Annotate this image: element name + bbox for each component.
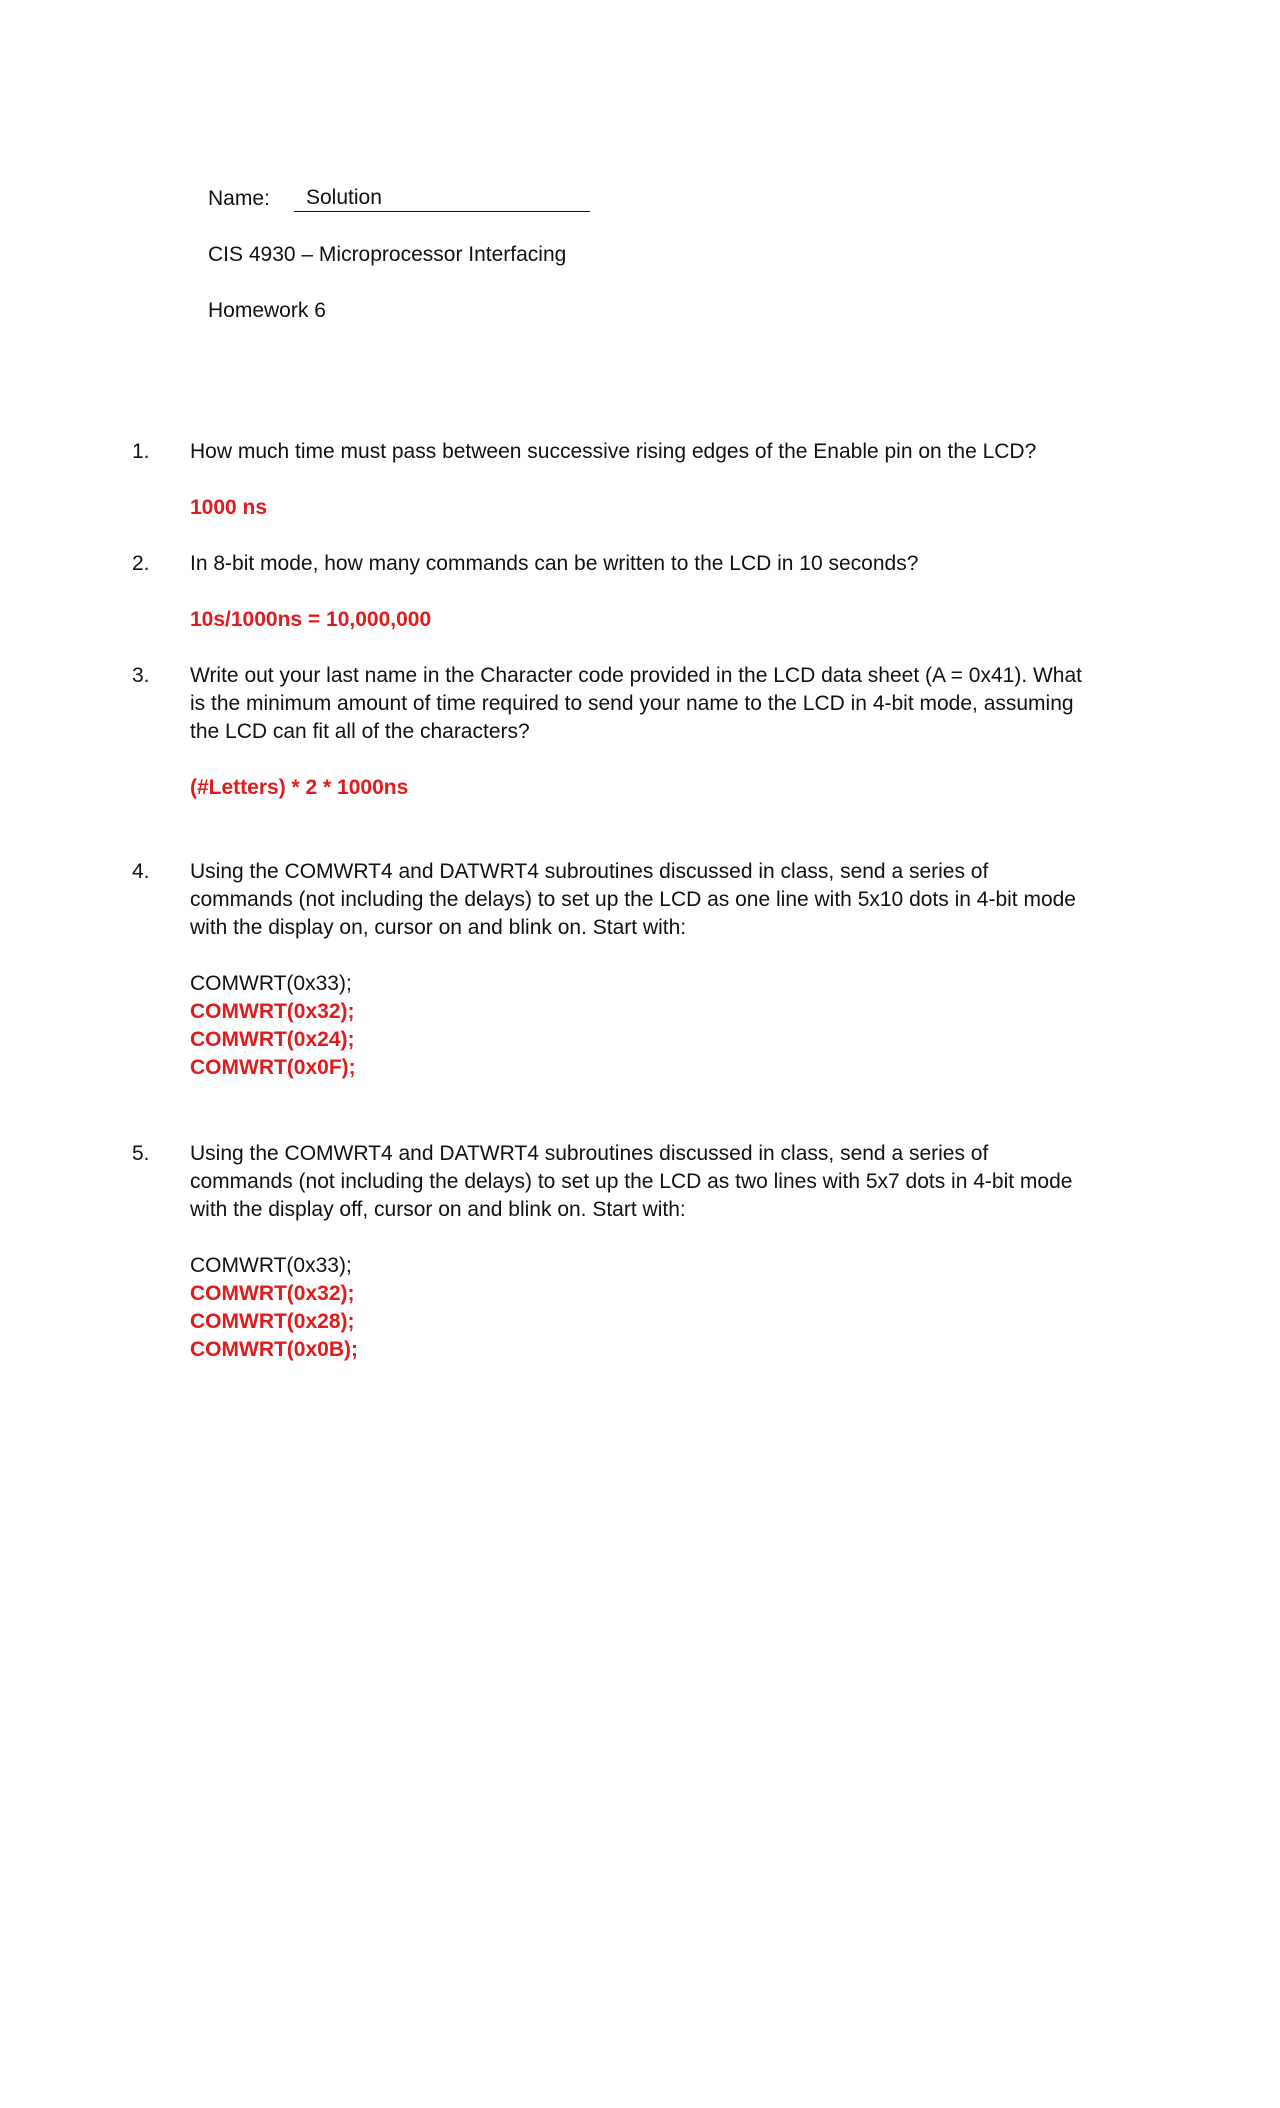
name-value: Solution <box>294 185 590 212</box>
answer-command: COMWRT(0x28); <box>190 1310 355 1333</box>
course-title: CIS 4930 – Microprocessor Interfacing <box>208 243 567 266</box>
question-text: Write out your last name in the Character code provided in the LCD data sheet (A = 0x41). What is the minimum amount of time required to send your name to the LCD in 4-bit mode, assuming the LCD can fit all of the characters? <box>190 664 1082 743</box>
question-number: 1. <box>132 440 150 463</box>
question-text: In 8-bit mode, how many commands can be written to the LCD in 10 seconds? <box>190 552 919 575</box>
answer-text: 10s/1000ns = 10,000,000 <box>190 608 432 631</box>
answer-text: (#Letters) * 2 * 1000ns <box>190 776 409 799</box>
question-number: 4. <box>132 860 150 883</box>
answer-command: COMWRT(0x0B); <box>190 1338 358 1361</box>
answer-command: COMWRT(0x32); <box>190 1000 355 1023</box>
answer-command: COMWRT(0x0F); <box>190 1056 356 1079</box>
question-body <box>190 662 1090 802</box>
question-body <box>190 858 1090 1082</box>
start-command: COMWRT(0x33); <box>190 972 352 995</box>
question-body <box>190 1140 1090 1364</box>
start-command: COMWRT(0x33); <box>190 1254 352 1277</box>
answer-text: 1000 ns <box>190 496 268 519</box>
command-block <box>190 970 1090 1082</box>
question-body <box>190 550 1090 634</box>
question-number: 2. <box>132 552 150 575</box>
answer-command: COMWRT(0x24); <box>190 1028 355 1051</box>
name-label: Name: <box>208 187 270 210</box>
answer-command: COMWRT(0x32); <box>190 1282 355 1305</box>
question-text: Using the COMWRT4 and DATWRT4 subroutines discussed in class, send a series of commands (not including the delays) to set up the LCD as two lines with 5x7 dots in 4-bit mode with the display off, cursor on and blink on. Start with: <box>190 1142 1073 1221</box>
question-number: 5. <box>132 1142 150 1165</box>
command-block <box>190 1252 1090 1364</box>
question-text: Using the COMWRT4 and DATWRT4 subroutines discussed in class, send a series of commands (not including the delays) to set up the LCD as one line with 5x10 dots in 4-bit mode with the display on, cursor on and blink on. Start with: <box>190 860 1076 939</box>
homework-title: Homework 6 <box>208 299 326 322</box>
question-text: How much time must pass between successive rising edges of the Enable pin on the LCD? <box>190 440 1037 463</box>
question-body <box>190 438 1090 522</box>
question-number: 3. <box>132 664 150 687</box>
